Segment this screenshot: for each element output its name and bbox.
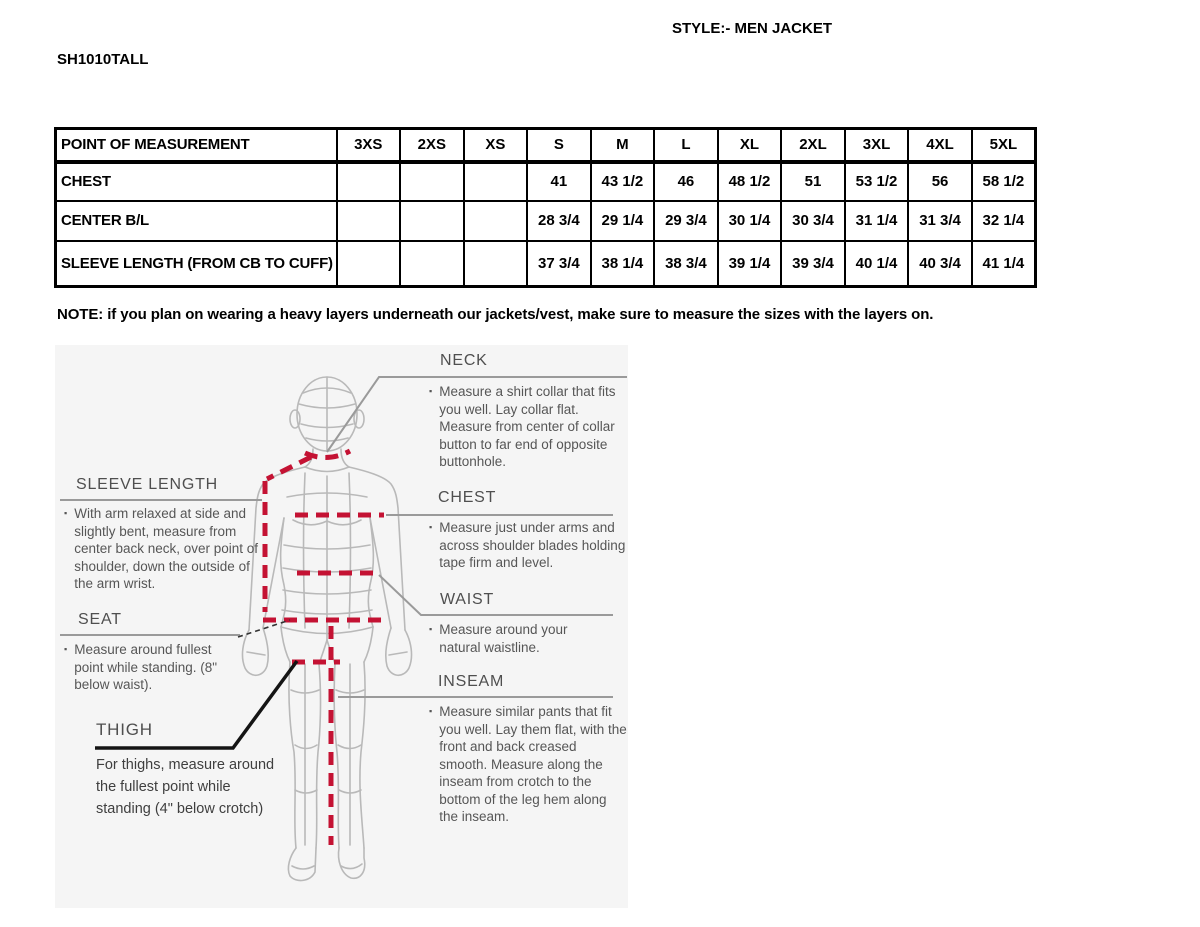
size-measurement-table bbox=[54, 127, 1037, 288]
neck-section-desc bbox=[429, 383, 625, 471]
inseam-desc-text: Measure similar pants that fit you well. Lay them flat, with the front and back creased smooth. Measure along the inseam from crotch to the bottom of the leg hem along the inseam. bbox=[439, 704, 627, 825]
size-value-cell: 58 1/2 bbox=[972, 162, 1036, 201]
style-code: SH1010TALL bbox=[57, 51, 149, 68]
waist-desc-text: Measure around your natural waistline. bbox=[439, 622, 568, 655]
size-value-cell bbox=[400, 241, 464, 287]
size-value-cell: 39 1/4 bbox=[718, 241, 782, 287]
size-value-cell: 32 1/4 bbox=[972, 201, 1036, 241]
size-value-cell: 53 1/2 bbox=[845, 162, 909, 201]
col-header-size: XS bbox=[464, 129, 528, 162]
inseam-section-desc bbox=[429, 703, 627, 826]
size-value-cell: 29 3/4 bbox=[654, 201, 718, 241]
size-value-cell: 56 bbox=[908, 162, 972, 201]
chest-section-desc bbox=[429, 519, 629, 572]
size-value-cell: 30 3/4 bbox=[781, 201, 845, 241]
row-label: CHEST bbox=[56, 162, 337, 201]
size-value-cell: 41 bbox=[527, 162, 591, 201]
layering-note: NOTE: if you plan on wearing a heavy layers underneath our jackets/vest, make sure to measure the sizes with the layers on. bbox=[57, 306, 934, 323]
chest-desc-text: Measure just under arms and across shoulder blades holding tape firm and level. bbox=[439, 520, 626, 571]
size-value-cell bbox=[400, 162, 464, 201]
size-value-cell: 48 1/2 bbox=[718, 162, 782, 201]
waist-section-desc bbox=[429, 621, 601, 656]
bullet-icon: ▪ bbox=[429, 386, 433, 396]
size-value-cell bbox=[337, 241, 401, 287]
size-value-cell: 39 3/4 bbox=[781, 241, 845, 287]
col-header-size: S bbox=[527, 129, 591, 162]
size-value-cell: 38 1/4 bbox=[591, 241, 655, 287]
chest-section-title: CHEST bbox=[438, 489, 497, 506]
row-label: SLEEVE LENGTH (FROM CB TO CUFF) bbox=[56, 241, 337, 287]
size-value-cell bbox=[400, 201, 464, 241]
size-value-cell bbox=[337, 162, 401, 201]
thigh-desc-text: For thighs, measure around the fullest point while standing (4" below crotch) bbox=[96, 757, 275, 817]
neck-desc-text: Measure a shirt collar that fits you well. Lay collar flat. Measure from center of collar button to far end of opposite buttonhole. bbox=[439, 384, 616, 470]
sleeve-section-title: SLEEVE LENGTH bbox=[76, 476, 219, 493]
size-value-cell: 51 bbox=[781, 162, 845, 201]
col-header-size: 5XL bbox=[972, 129, 1036, 162]
waist-section-title: WAIST bbox=[440, 591, 495, 608]
col-header-point-of-measurement: POINT OF MEASUREMENT bbox=[56, 129, 337, 162]
size-value-cell: 30 1/4 bbox=[718, 201, 782, 241]
size-value-cell: 28 3/4 bbox=[527, 201, 591, 241]
col-header-size: 2XL bbox=[781, 129, 845, 162]
bullet-icon: ▪ bbox=[64, 644, 68, 654]
size-value-cell: 40 3/4 bbox=[908, 241, 972, 287]
col-header-size: 3XL bbox=[845, 129, 909, 162]
size-value-cell bbox=[337, 201, 401, 241]
size-value-cell: 29 1/4 bbox=[591, 201, 655, 241]
row-label: CENTER B/L bbox=[56, 201, 337, 241]
size-value-cell bbox=[464, 162, 528, 201]
seat-desc-text: Measure around fullest point while standing. (8" below waist). bbox=[74, 642, 218, 693]
col-header-size: M bbox=[591, 129, 655, 162]
bullet-icon: ▪ bbox=[64, 508, 68, 518]
size-value-cell: 46 bbox=[654, 162, 718, 201]
size-table-body bbox=[56, 162, 1036, 287]
size-value-cell: 31 3/4 bbox=[908, 201, 972, 241]
size-value-cell: 43 1/2 bbox=[591, 162, 655, 201]
sleeve-desc-text: With arm relaxed at side and slightly bent, measure from center back neck, over point of shoulder, down the outside of the arm wrist. bbox=[74, 506, 259, 592]
measurement-row bbox=[56, 241, 1036, 287]
size-value-cell: 31 1/4 bbox=[845, 201, 909, 241]
thigh-section-title: THIGH bbox=[96, 720, 153, 739]
col-header-size: L bbox=[654, 129, 718, 162]
measurement-row bbox=[56, 162, 1036, 201]
bullet-icon: ▪ bbox=[429, 624, 433, 634]
neck-section-title: NECK bbox=[440, 352, 488, 369]
measurement-row bbox=[56, 201, 1036, 241]
bullet-icon: ▪ bbox=[429, 522, 433, 532]
size-table-header-row bbox=[56, 129, 1036, 162]
col-header-size: 2XS bbox=[400, 129, 464, 162]
size-value-cell: 38 3/4 bbox=[654, 241, 718, 287]
col-header-size: 4XL bbox=[908, 129, 972, 162]
seat-section-title: SEAT bbox=[78, 611, 122, 628]
inseam-section-title: INSEAM bbox=[438, 673, 505, 690]
size-value-cell: 41 1/4 bbox=[972, 241, 1036, 287]
seat-section-desc bbox=[64, 641, 236, 694]
size-value-cell bbox=[464, 241, 528, 287]
size-value-cell bbox=[464, 201, 528, 241]
bullet-icon: ▪ bbox=[429, 706, 433, 716]
size-value-cell: 40 1/4 bbox=[845, 241, 909, 287]
sleeve-section-desc bbox=[64, 505, 266, 593]
thigh-section-desc bbox=[96, 755, 276, 820]
col-header-size: 3XS bbox=[337, 129, 401, 162]
size-value-cell: 37 3/4 bbox=[527, 241, 591, 287]
page-title: STYLE:- MEN JACKET bbox=[672, 20, 833, 37]
col-header-size: XL bbox=[718, 129, 782, 162]
